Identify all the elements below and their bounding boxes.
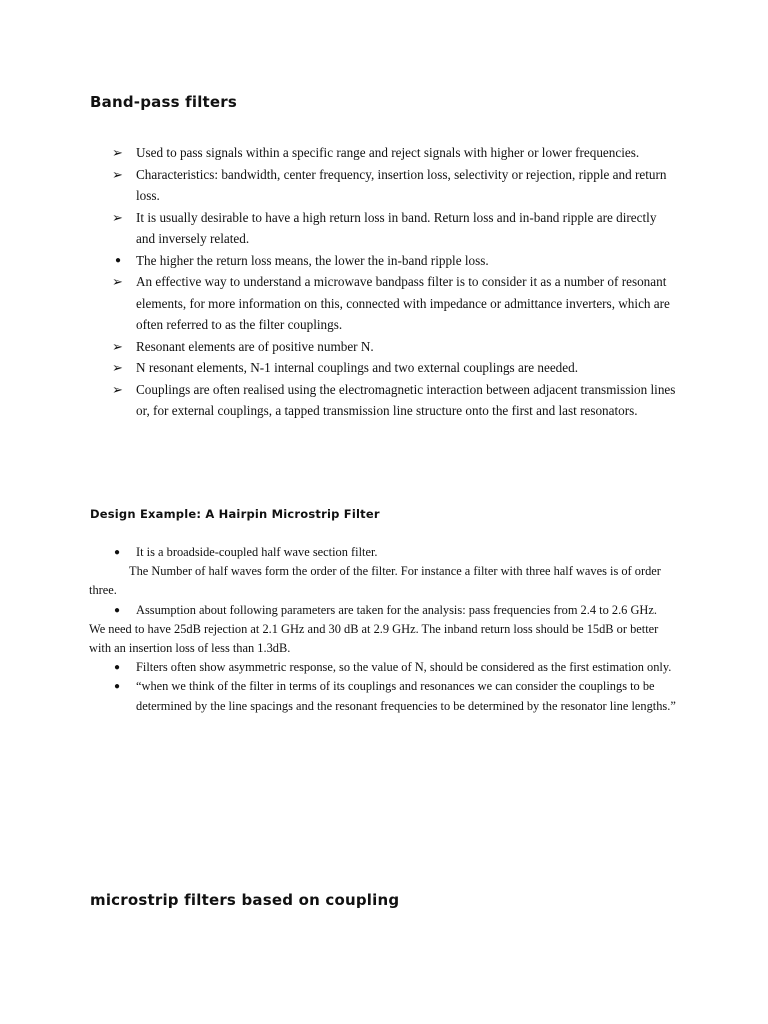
dot-bullet-icon: ● [114, 681, 121, 693]
arrow-bullet-icon: ➢ [112, 166, 123, 182]
list-item-text: Used to pass signals within a specific range and reject signals with higher or lower frequencies. [136, 145, 640, 160]
list-item-text: An effective way to understand a microwave bandpass filter is to consider it as a number of resonant elements, for more information on this, connected with impedance or admittance inverters, which are often referred to as the filter couplings. [136, 274, 670, 332]
arrow-bullet-icon: ➢ [112, 209, 123, 225]
arrow-bullet-icon: ➢ [112, 274, 123, 289]
heading-microstrip-coupling: microstrip filters based on coupling [90, 891, 400, 909]
list-item-text: The higher the return loss means, the lower the in-band ripple loss. [136, 252, 489, 268]
list-item-text: Resonant elements are of positive number N. [136, 338, 374, 354]
list-item-text: Assumption about following parameters are taken for the analysis: pass frequencies from 2.4 to 2.6 GHz. We need to have 25dB rejection at 2.1 GHz and 30 dB at 2.9 GHz. The inband return loss should be 15dB or better with an insertion loss of less than 1.3dB. [89, 602, 659, 656]
list-item [0, 142, 676, 164]
list-item-text: It is usually desirable to have a high return loss in band. Return loss and in-band ripple are directly and inversely related. [136, 209, 657, 246]
dot-bullet-icon: ● [115, 254, 122, 266]
list-item-text: N resonant elements, N-1 internal couplings and two external couplings are needed. [136, 360, 579, 375]
list-item [0, 357, 676, 379]
heading-band-pass-filters: Band-pass filters [90, 93, 238, 111]
list-item [0, 677, 676, 715]
list-item [0, 543, 676, 562]
list-item [89, 601, 667, 659]
list-item-text: “when we think of the filter in terms of its couplings and resonances we can consider the couplings to be determined by the line spacings and the resonant frequencies to be determined by the resonator line lengths.” [136, 679, 676, 713]
list-item [0, 207, 676, 250]
list-item [0, 164, 676, 207]
list-item [0, 379, 676, 422]
list-item [0, 658, 676, 677]
list-item-text: Filters often show asymmetric response, so the value of N, should be considered as the first estimation only. [136, 660, 672, 675]
arrow-bullet-icon: ➢ [112, 360, 123, 375]
design-example-list [0, 543, 768, 716]
dot-bullet-icon: ● [114, 547, 121, 558]
paragraph-half-waves: The Number of half waves form the order of the filter. For instance a filter with three half waves is of order three. [89, 564, 661, 598]
arrow-bullet-icon: ➢ [112, 338, 123, 354]
list-item-text: Couplings are often realised using the electromagnetic interaction between adjacent transmission lines or, for external couplings, a tapped transmission line structure onto the first and last resonators. [136, 381, 676, 418]
arrow-bullet-icon: ➢ [112, 145, 123, 160]
list-item [0, 271, 676, 336]
list-item-text: It is a broadside-coupled half wave section filter. [136, 545, 378, 559]
dot-bullet-icon: ● [114, 662, 121, 674]
arrow-bullet-icon: ➢ [112, 381, 123, 397]
dot-bullet-icon: ● [114, 604, 121, 616]
list-item-text: Characteristics: bandwidth, center frequency, insertion loss, selectivity or rejection, ripple and return loss. [136, 166, 667, 203]
list-item [0, 250, 676, 272]
band-pass-bullet-list [0, 142, 768, 422]
heading-design-example: Design Example: A Hairpin Microstrip Filter [90, 507, 380, 521]
list-item [0, 336, 676, 358]
